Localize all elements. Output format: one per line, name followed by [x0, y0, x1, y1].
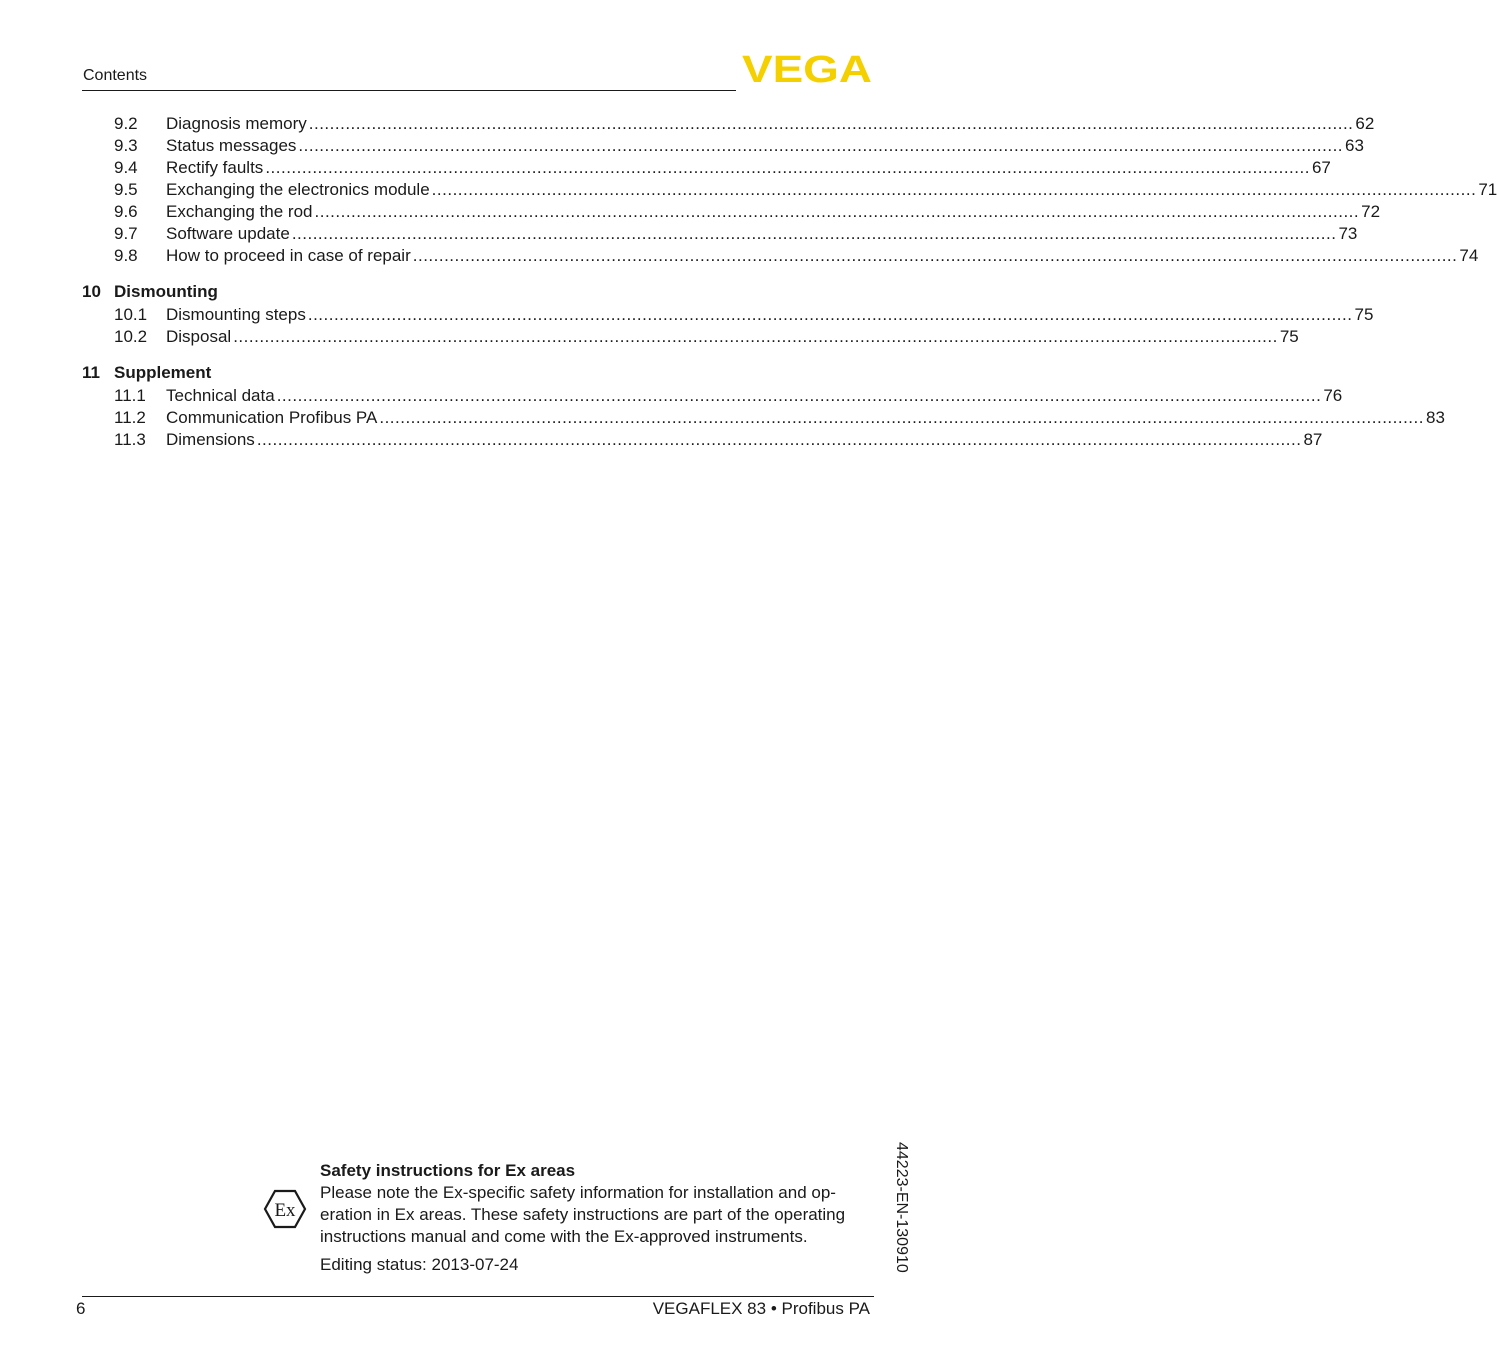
safety-title: Safety instructions for Ex areas — [320, 1161, 576, 1180]
chapter-number: 10 — [82, 282, 101, 301]
toc-entry[interactable] — [82, 304, 1374, 326]
toc-entry-title: Exchanging the rod — [166, 202, 313, 221]
toc-entry-number: 11.3 — [114, 430, 146, 449]
toc-entry-title: Status messages — [166, 136, 297, 155]
toc-entry-line — [166, 304, 1374, 326]
chapter-title: Dismounting — [114, 282, 218, 301]
toc-entry-line — [166, 385, 1343, 407]
footer-product: VEGAFLEX 83 • Profibus PA — [652, 1299, 870, 1318]
toc-entry-line — [166, 201, 1381, 223]
toc-entry-line — [166, 135, 1364, 157]
toc-entry-title: Diagnosis memory — [166, 114, 307, 133]
toc-entry[interactable] — [82, 385, 1343, 407]
toc-dot-leader: ........................................................................................................................................................................................................ — [276, 386, 1322, 405]
ex-icon-text: Ex — [274, 1200, 296, 1221]
toc-entry[interactable] — [82, 179, 1497, 201]
toc-entry-number: 9.4 — [114, 158, 138, 177]
toc-entry[interactable] — [82, 223, 1358, 245]
editing-status: Editing status: 2013-07-24 — [320, 1255, 519, 1274]
toc-entry-number: 11.2 — [114, 408, 146, 427]
toc-group-9 — [82, 113, 1497, 267]
toc-dot-leader: ........................................................................................................................................................................................................ — [412, 246, 1458, 265]
toc-entry-title: Disposal — [166, 327, 232, 346]
toc-group-11 — [82, 385, 1445, 451]
toc-dot-leader: ........................................................................................................................................................................................................ — [308, 114, 1354, 133]
toc-entry-page: 76 — [1323, 386, 1343, 405]
document-code: 44223-EN-130910 — [893, 1142, 910, 1273]
toc-entry-line — [166, 407, 1445, 429]
table-of-contents — [82, 113, 1497, 451]
toc-entry-number: 10.2 — [114, 327, 148, 346]
toc-entry[interactable] — [82, 135, 1364, 157]
toc-entry[interactable] — [82, 157, 1331, 179]
toc-entry-line — [166, 223, 1358, 245]
toc-entry-number: 9.3 — [114, 136, 138, 155]
toc-entry-line — [166, 245, 1479, 267]
toc-entry-page: 72 — [1361, 202, 1381, 221]
toc-entry-title: Dismounting steps — [166, 305, 306, 324]
toc-entry-number: 9.2 — [114, 114, 138, 133]
toc-entry-number: 9.5 — [114, 180, 138, 199]
safety-text-line: instructions manual and come with the Ex-approved instruments. — [320, 1227, 808, 1246]
toc-entry[interactable] — [82, 429, 1323, 451]
toc-dot-leader: ........................................................................................................................................................................................................ — [379, 408, 1424, 427]
toc-entry-page: 87 — [1303, 430, 1323, 449]
toc-dot-leader: ........................................................................................................................................................................................................ — [265, 158, 1310, 177]
vega-logo-text: VEGA — [742, 49, 872, 91]
toc-entry[interactable] — [82, 326, 1299, 348]
toc-entry-title: Communication Profibus PA — [166, 408, 378, 427]
toc-entry-title: Rectify faults — [166, 158, 264, 177]
toc-entry-line — [166, 429, 1323, 451]
footer-page-number: 6 — [76, 1299, 86, 1318]
toc-entry-page: 74 — [1459, 246, 1479, 265]
header-section-label: Contents — [83, 67, 148, 84]
vega-logo — [742, 49, 872, 91]
toc-entry-page: 75 — [1354, 305, 1374, 324]
footer-rule — [82, 1296, 874, 1297]
toc-entry-number: 11.1 — [114, 386, 146, 405]
toc-entry[interactable] — [82, 245, 1479, 267]
toc-entry[interactable] — [82, 113, 1375, 135]
ex-hexagon-icon — [264, 1188, 306, 1230]
toc-entry-title: Software update — [166, 224, 290, 243]
toc-dot-leader: ........................................................................................................................................................................................................ — [314, 202, 1360, 221]
toc-dot-leader: ........................................................................................................................................................................................................ — [431, 180, 1477, 199]
toc-dot-leader: ........................................................................................................................................................................................................ — [291, 224, 1337, 243]
toc-group-10 — [82, 304, 1374, 348]
toc-entry-page: 63 — [1345, 136, 1364, 155]
toc-entry-title: How to proceed in case of repair — [166, 246, 411, 265]
toc-dot-leader: ........................................................................................................................................................................................................ — [298, 136, 1344, 155]
toc-entry-title: Dimensions — [166, 430, 255, 449]
header-rule — [82, 90, 736, 91]
safety-text-line: Please note the Ex-specific safety information for installation and op- — [320, 1183, 836, 1202]
safety-instructions — [320, 1160, 880, 1276]
toc-entry-page: 83 — [1425, 408, 1445, 427]
toc-chapter-heading[interactable] — [82, 360, 874, 385]
toc-entry-page: 73 — [1338, 224, 1358, 243]
toc-entry-title: Technical data — [166, 386, 275, 405]
toc-entry[interactable] — [82, 201, 1381, 223]
toc-entry-page: 67 — [1311, 158, 1331, 177]
chapter-title: Supplement — [114, 363, 212, 382]
toc-entry-number: 9.6 — [114, 202, 138, 221]
toc-entry-line — [166, 113, 1375, 135]
toc-entry-page: 62 — [1355, 114, 1375, 133]
toc-dot-leader: ........................................................................................................................................................................................................ — [307, 305, 1353, 324]
toc-entry-line — [166, 326, 1299, 348]
toc-entry-title: Exchanging the electronics module — [166, 180, 430, 199]
toc-chapter-heading[interactable] — [82, 279, 874, 304]
toc-entry-number: 10.1 — [114, 305, 148, 324]
toc-entry-page: 75 — [1279, 327, 1299, 346]
toc-entry-number: 9.8 — [114, 246, 138, 265]
toc-dot-leader: ........................................................................................................................................................................................................ — [256, 430, 1302, 449]
toc-entry-page: 71 — [1478, 180, 1497, 199]
chapter-number: 11 — [82, 363, 100, 382]
toc-entry-line — [166, 179, 1497, 201]
toc-entry-line — [166, 157, 1331, 179]
toc-entry-number: 9.7 — [114, 224, 138, 243]
safety-text-line: eration in Ex areas. These safety instructions are part of the operating — [320, 1205, 846, 1224]
toc-entry[interactable] — [82, 407, 1445, 429]
toc-dot-leader: ........................................................................................................................................................................................................ — [233, 327, 1278, 346]
